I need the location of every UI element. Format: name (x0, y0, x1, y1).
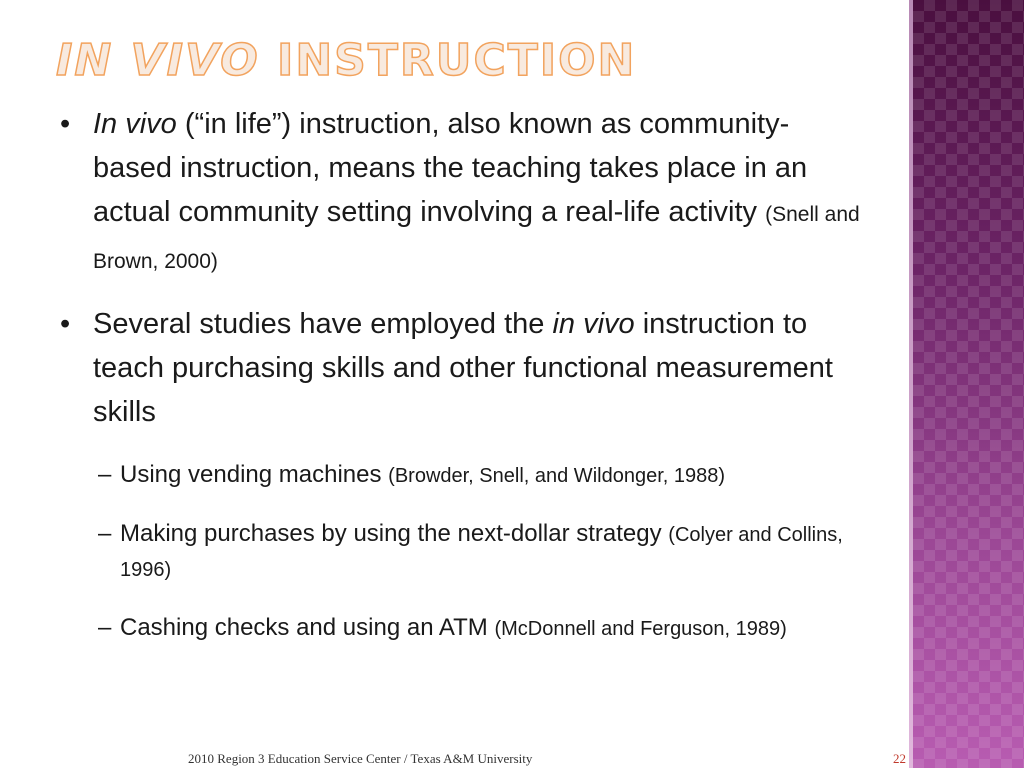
bullet-symbol: • (60, 308, 71, 340)
bullet-symbol: • (60, 108, 71, 140)
decorative-sidebar (913, 0, 1024, 768)
footer-text: 2010 Region 3 Education Service Center / Texas A&M University (188, 751, 533, 766)
page-number: 22 (893, 751, 906, 766)
sub-bullet-1-citation: (Browder, Snell, and Wildonger, 1988) (388, 465, 726, 487)
title-rest: INSTRUCTION (259, 35, 637, 86)
bullet-2-text-after: instruction to teach purchasing skills and other functional measurement skills (93, 308, 833, 428)
bullet-1-italic: In vivo (93, 108, 177, 140)
bullet-1-citation: (Snell and Brown, 2000) (93, 203, 860, 273)
sub-bullet-3 (88, 611, 860, 646)
slide-title (56, 36, 636, 86)
sub-bullet-2-text: Making purchases by using the next-dollar strategy (120, 520, 669, 547)
bullet-2 (60, 302, 860, 434)
sub-bullet-symbol: – (98, 520, 112, 547)
sub-bullet-3-text: Cashing checks and using an ATM (120, 614, 495, 641)
bullet-1 (60, 102, 860, 284)
bullet-1-text: (“in life”) instruction, also known as community-based instruction, means the teaching takes place in an actual community setting involving a real-life activity (93, 108, 808, 228)
sub-bullet-1 (88, 458, 860, 493)
bullet-2-text: Several studies have employed the (93, 308, 553, 340)
sub-bullet-symbol: – (98, 461, 112, 488)
slide-content (60, 102, 860, 664)
title-italic: IN VIVO (56, 35, 260, 86)
sub-bullet-1-text: Using vending machines (120, 461, 389, 488)
sub-bullet-2-citation: (Colyer and Collins, 1996) (120, 524, 843, 581)
sub-bullet-3-citation: (McDonnell and Ferguson, 1989) (494, 618, 787, 640)
sub-bullet-symbol: – (98, 614, 112, 641)
bullet-2-italic: in vivo (552, 308, 635, 340)
sub-bullet-2 (88, 517, 860, 587)
